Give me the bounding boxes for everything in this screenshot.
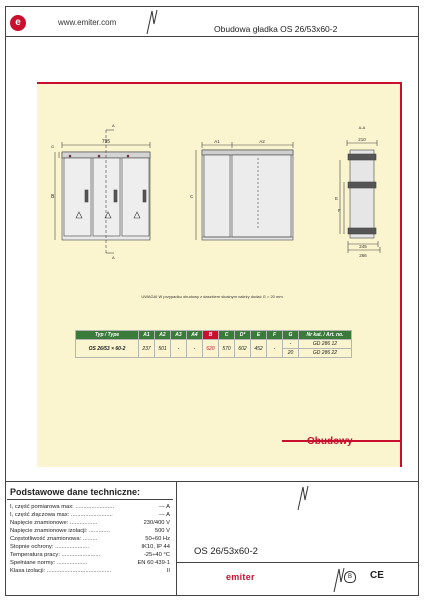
tech-specs-list bbox=[10, 503, 170, 575]
spec-label: Napięcie znamionowe izolacji: ............. bbox=[10, 528, 110, 534]
spec-value: --- A bbox=[159, 504, 170, 510]
spec-value: 50÷60 Hz bbox=[145, 536, 170, 542]
tech-specs-title: Podstawowe dane techniczne: bbox=[10, 487, 141, 497]
dimension-table bbox=[75, 330, 352, 358]
front-side-label: G bbox=[51, 144, 55, 149]
table-row bbox=[76, 340, 352, 349]
side-view bbox=[340, 140, 380, 253]
table-cell: - bbox=[187, 340, 203, 358]
section-mark-top: A bbox=[112, 123, 115, 128]
tech-title-divider bbox=[7, 499, 173, 500]
table-header-cell: A3 bbox=[171, 331, 187, 340]
spec-row bbox=[10, 503, 170, 511]
table-header-cell: C bbox=[219, 331, 235, 340]
red-border-top bbox=[37, 82, 402, 84]
table-header-cell: F bbox=[267, 331, 283, 340]
spec-row bbox=[10, 519, 170, 527]
spec-value: -25÷40 °C bbox=[143, 552, 170, 558]
spec-label: Klasa izolacji: ........................................ bbox=[10, 568, 112, 574]
spec-label: I, część złączowa max: .......................... bbox=[10, 512, 113, 518]
spec-value: II bbox=[166, 568, 170, 574]
b-certification-icon: B bbox=[344, 571, 356, 583]
website-url[interactable]: www.emiter.com bbox=[58, 18, 117, 27]
front-width-label: 795 bbox=[101, 139, 111, 145]
zigzag-icon bbox=[296, 484, 310, 512]
side-depth-label: 210 bbox=[358, 137, 366, 142]
header-divider bbox=[5, 36, 419, 37]
table-cell: - bbox=[283, 340, 299, 349]
dimension-a2: A2 bbox=[259, 139, 265, 144]
side-width-266: 266 bbox=[359, 253, 367, 258]
footer-divider bbox=[5, 481, 419, 482]
table-header-cell: A1 bbox=[139, 331, 155, 340]
table-cell: 452 bbox=[251, 340, 267, 358]
spec-row bbox=[10, 567, 170, 575]
middle-view bbox=[196, 142, 293, 240]
zigzag-icon bbox=[145, 8, 159, 36]
spec-label: Temperatura pracy: ........................ bbox=[10, 552, 101, 558]
dimension-f: F bbox=[338, 208, 341, 213]
spec-label: I, część pomiarowa max: ........................ bbox=[10, 504, 115, 510]
section-label: Obudowy bbox=[307, 436, 353, 447]
spec-row bbox=[10, 559, 170, 567]
emiter-logo-icon: e bbox=[10, 15, 26, 31]
red-border-right bbox=[400, 82, 402, 467]
spec-value: IK10, IP 44 bbox=[141, 544, 170, 550]
table-header-cell: G bbox=[283, 331, 299, 340]
table-cell: - bbox=[267, 340, 283, 358]
spec-row bbox=[10, 551, 170, 559]
footer-divider-lower bbox=[176, 562, 419, 563]
table-cell-type: OS 26/53 × 60-2 bbox=[76, 340, 139, 358]
spec-label: Stopnie ochrony: ..................... bbox=[10, 544, 89, 550]
spec-row bbox=[10, 535, 170, 543]
front-view bbox=[55, 130, 150, 253]
table-header-cell: E bbox=[251, 331, 267, 340]
table-header-cell: A2 bbox=[155, 331, 171, 340]
spec-row bbox=[10, 527, 170, 535]
table-header-row bbox=[76, 331, 352, 340]
emiter-brand-logo: emiter bbox=[226, 572, 255, 582]
page-title: Obudowa gładka OS 26/53x60-2 bbox=[214, 24, 338, 34]
table-header-cell: Typ / Type bbox=[76, 331, 139, 340]
table-header-cell: B bbox=[203, 331, 219, 340]
ce-mark-icon: CE bbox=[370, 570, 384, 581]
spec-row bbox=[10, 543, 170, 551]
spec-row bbox=[10, 511, 170, 519]
spec-value: EN 60 439-1 bbox=[137, 560, 170, 566]
table-cell-artno: GD 286 12 bbox=[299, 340, 352, 349]
table-cell: 237 bbox=[139, 340, 155, 358]
table-cell: 602 bbox=[235, 340, 251, 358]
spec-value: --- A bbox=[159, 512, 170, 518]
dimension-a1: A1 bbox=[214, 139, 220, 144]
table-cell: 20 bbox=[283, 349, 299, 358]
table-cell-artno: GD 286 22 bbox=[299, 349, 352, 358]
dimension-c: C bbox=[190, 194, 194, 199]
spec-label: Częstotliwość znamionowa: ......... bbox=[10, 536, 98, 542]
footer-vertical-divider bbox=[176, 481, 177, 596]
table-header-cell: Nr kat. / Art. no. bbox=[299, 331, 352, 340]
table-cell: 620 bbox=[203, 340, 219, 358]
table-header-cell: D* bbox=[235, 331, 251, 340]
spec-label: Spełniane normy: ................... bbox=[10, 560, 88, 566]
side-width-245: 245 bbox=[359, 244, 367, 249]
spec-value: 230/400 V bbox=[143, 520, 170, 526]
front-height-label: B bbox=[51, 194, 55, 200]
section-mark-bottom: A bbox=[112, 255, 115, 260]
table-cell: - bbox=[171, 340, 187, 358]
dimension-e: E bbox=[335, 196, 339, 201]
side-section-label: A-A bbox=[358, 125, 366, 130]
footer-model-title: OS 26/53x60-2 bbox=[194, 546, 258, 557]
warning-note: UWAGA! W przypadku obudowy z daszkiem skośnym należy dodać G = 20 mm bbox=[141, 294, 283, 299]
spec-value: 500 V bbox=[154, 528, 170, 534]
table-cell: 501 bbox=[155, 340, 171, 358]
table-header-cell: A4 bbox=[187, 331, 203, 340]
spec-label: Napięcie znamionowe: ................. bbox=[10, 520, 98, 526]
table-cell: 570 bbox=[219, 340, 235, 358]
technical-drawing bbox=[40, 110, 400, 270]
